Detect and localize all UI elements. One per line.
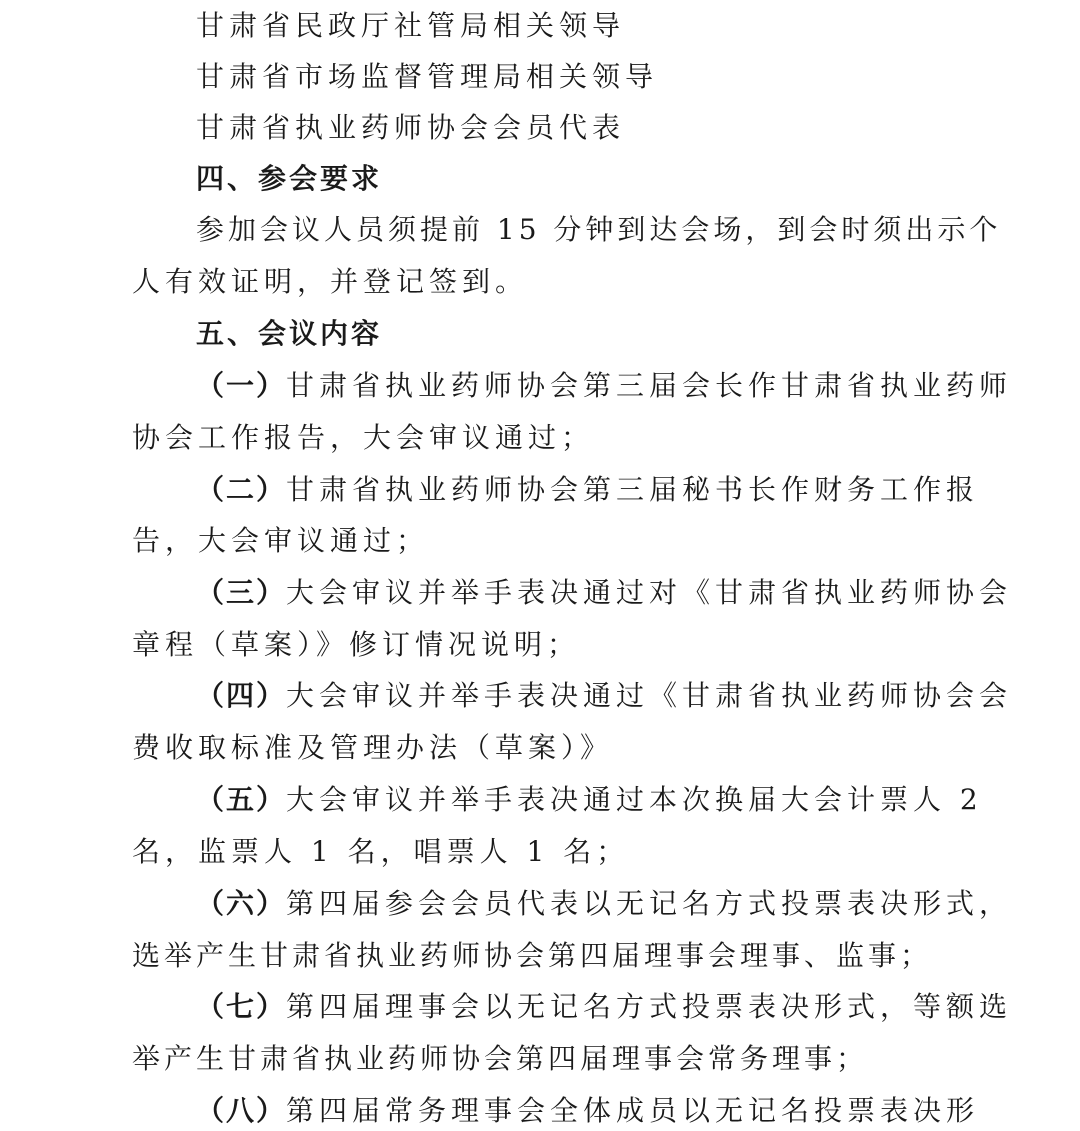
item-label: （一） xyxy=(196,369,287,402)
item-text: 大会审议并举手表决通过本次换届大会计票人 2 xyxy=(286,783,983,816)
item-text: 大会审议并举手表决通过《甘肃省执业药师协会会 xyxy=(286,679,1013,712)
attendee-line: 甘肃省民政厅社管局相关领导 xyxy=(196,9,626,42)
item-label: （三） xyxy=(196,576,287,609)
item-label: （四） xyxy=(196,679,287,712)
list-item xyxy=(196,366,1012,406)
attendee-line: 甘肃省市场监督管理局相关领导 xyxy=(196,60,659,93)
list-item xyxy=(196,1091,979,1131)
item-label: （七） xyxy=(196,990,287,1023)
list-item xyxy=(196,987,1012,1027)
item-text: 第四届常务理事会全体成员以无记名投票表决形 xyxy=(286,1094,980,1127)
paragraph-line: 人有效证明，并登记签到。 xyxy=(132,265,529,298)
item-text: 大会审议并举手表决通过对《甘肃省执业药师协会 xyxy=(286,576,1013,609)
section-heading: 四、参会要求 xyxy=(196,162,383,195)
list-item xyxy=(196,780,983,820)
item-text: 甘肃省执业药师协会第三届会长作甘肃省执业药师 xyxy=(286,369,1013,402)
item-label: （六） xyxy=(196,887,287,920)
list-item xyxy=(196,470,979,510)
item-continuation: 协会工作报告，大会审议通过； xyxy=(132,421,595,454)
attendee-line: 甘肃省执业药师协会会员代表 xyxy=(196,111,626,144)
list-item xyxy=(196,884,1012,924)
item-text: 甘肃省执业药师协会第三届秘书长作财务工作报 xyxy=(286,473,980,506)
item-label: （五） xyxy=(196,783,287,816)
item-continuation: 告，大会审议通过； xyxy=(132,524,430,557)
paragraph-line: 参加会议人员须提前 15 分钟到达会场，到会时须出示个 xyxy=(196,213,1002,246)
list-item xyxy=(196,573,1012,613)
item-label: （八） xyxy=(196,1094,287,1127)
item-continuation: 名，监票人 1 名，唱票人 1 名； xyxy=(132,835,630,868)
item-continuation: 章程（草案）》修订情况说明； xyxy=(132,628,581,661)
item-continuation: 费收取标准及管理办法（草案）》 xyxy=(132,731,614,764)
item-text: 第四届理事会以无记名方式投票表决形式，等额选 xyxy=(286,990,1013,1023)
item-continuation: 选举产生甘肃省执业药师协会第四届理事会理事、监事； xyxy=(132,939,933,972)
list-item xyxy=(196,676,1012,716)
item-text: 第四届参会会员代表以无记名方式投票表决形式， xyxy=(286,887,1013,920)
item-continuation: 举产生甘肃省执业药师协会第四届理事会常务理事； xyxy=(132,1042,869,1075)
item-label: （二） xyxy=(196,473,287,506)
section-heading: 五、会议内容 xyxy=(196,317,383,350)
